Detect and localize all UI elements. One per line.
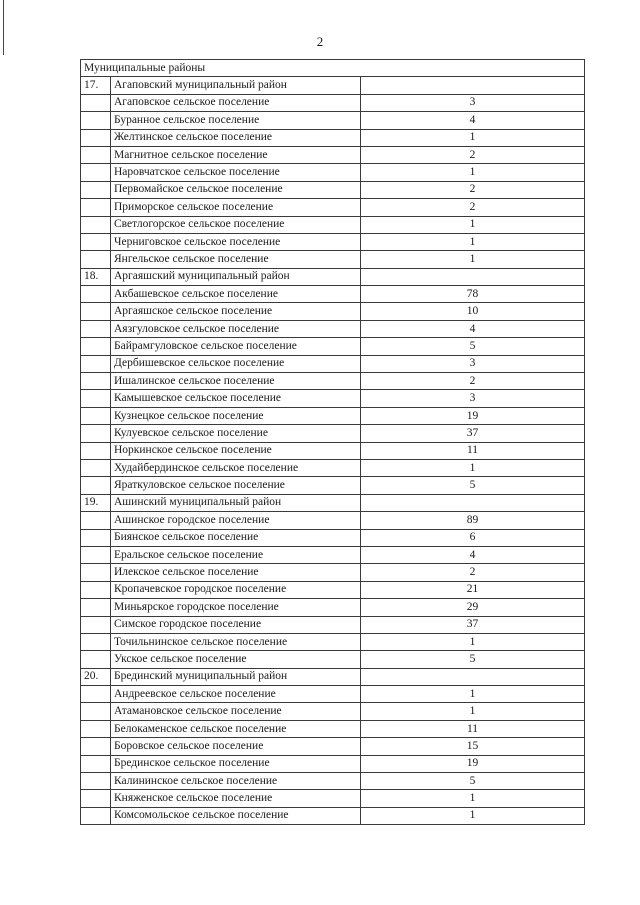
settlement-value: 21 bbox=[361, 581, 585, 598]
settlement-row bbox=[81, 216, 585, 233]
settlement-name: Брединское сельское поселение bbox=[111, 755, 361, 772]
settlement-row bbox=[81, 546, 585, 563]
district-title: Брединский муниципальный район bbox=[111, 668, 361, 685]
settlement-name: Белокаменское сельское поселение bbox=[111, 720, 361, 737]
settlement-number-cell bbox=[81, 755, 111, 772]
settlement-row bbox=[81, 790, 585, 807]
settlement-value: 19 bbox=[361, 755, 585, 772]
settlement-name: Черниговское сельское поселение bbox=[111, 233, 361, 250]
settlement-number-cell bbox=[81, 512, 111, 529]
settlement-row bbox=[81, 425, 585, 442]
district-number: 19. bbox=[81, 494, 111, 511]
settlement-number-cell bbox=[81, 286, 111, 303]
settlement-number-cell bbox=[81, 303, 111, 320]
settlement-row bbox=[81, 407, 585, 424]
district-row bbox=[81, 668, 585, 685]
settlement-value: 3 bbox=[361, 355, 585, 372]
settlement-row bbox=[81, 703, 585, 720]
settlement-row bbox=[81, 146, 585, 163]
settlement-value: 2 bbox=[361, 181, 585, 198]
settlement-number-cell bbox=[81, 703, 111, 720]
settlement-row bbox=[81, 251, 585, 268]
settlement-row bbox=[81, 616, 585, 633]
settlement-name: Укское сельское поселение bbox=[111, 651, 361, 668]
settlement-value: 37 bbox=[361, 616, 585, 633]
settlement-number-cell bbox=[81, 407, 111, 424]
settlement-row bbox=[81, 303, 585, 320]
settlement-row bbox=[81, 738, 585, 755]
settlement-value: 5 bbox=[361, 477, 585, 494]
settlement-row bbox=[81, 720, 585, 737]
settlement-row bbox=[81, 599, 585, 616]
settlement-number-cell bbox=[81, 181, 111, 198]
settlement-number-cell bbox=[81, 599, 111, 616]
settlement-row bbox=[81, 286, 585, 303]
settlement-name: Атамановское сельское поселение bbox=[111, 703, 361, 720]
settlement-value: 1 bbox=[361, 686, 585, 703]
settlement-name: Худайбердинское сельское поселение bbox=[111, 459, 361, 476]
settlement-name: Магнитное сельское поселение bbox=[111, 146, 361, 163]
settlement-value: 10 bbox=[361, 303, 585, 320]
settlement-number-cell bbox=[81, 807, 111, 824]
district-row bbox=[81, 77, 585, 94]
settlement-number-cell bbox=[81, 546, 111, 563]
settlement-value: 1 bbox=[361, 790, 585, 807]
settlement-value: 3 bbox=[361, 94, 585, 111]
settlement-name: Кропачевское городское поселение bbox=[111, 581, 361, 598]
settlement-value: 89 bbox=[361, 512, 585, 529]
settlement-value: 1 bbox=[361, 251, 585, 268]
settlement-name: Точильнинское сельское поселение bbox=[111, 633, 361, 650]
settlement-name: Агаповское сельское поселение bbox=[111, 94, 361, 111]
settlement-name: Ашинское городское поселение bbox=[111, 512, 361, 529]
settlement-number-cell bbox=[81, 651, 111, 668]
settlement-number-cell bbox=[81, 320, 111, 337]
settlement-row bbox=[81, 338, 585, 355]
settlement-row bbox=[81, 512, 585, 529]
settlement-name: Биянское сельское поселение bbox=[111, 529, 361, 546]
settlement-value: 1 bbox=[361, 807, 585, 824]
settlement-name: Кузнецкое сельское поселение bbox=[111, 407, 361, 424]
settlement-number-cell bbox=[81, 146, 111, 163]
settlement-row bbox=[81, 233, 585, 250]
settlement-number-cell bbox=[81, 355, 111, 372]
settlement-name: Калининское сельское поселение bbox=[111, 773, 361, 790]
settlement-name: Илекское сельское поселение bbox=[111, 564, 361, 581]
settlement-name: Ишалинское сельское поселение bbox=[111, 373, 361, 390]
settlement-number-cell bbox=[81, 459, 111, 476]
settlement-name: Еральское сельское поселение bbox=[111, 546, 361, 563]
settlement-name: Боровское сельское поселение bbox=[111, 738, 361, 755]
settlement-row bbox=[81, 181, 585, 198]
district-number: 17. bbox=[81, 77, 111, 94]
settlement-value: 4 bbox=[361, 320, 585, 337]
settlement-value: 1 bbox=[361, 233, 585, 250]
settlement-name: Симское городское поселение bbox=[111, 616, 361, 633]
settlement-row bbox=[81, 112, 585, 129]
settlement-row bbox=[81, 129, 585, 146]
settlement-number-cell bbox=[81, 720, 111, 737]
settlement-value: 1 bbox=[361, 129, 585, 146]
table-body bbox=[81, 60, 585, 825]
settlement-row bbox=[81, 755, 585, 772]
settlement-row bbox=[81, 164, 585, 181]
settlement-number-cell bbox=[81, 251, 111, 268]
settlement-number-cell bbox=[81, 442, 111, 459]
settlement-value: 5 bbox=[361, 651, 585, 668]
settlement-name: Камышевское сельское поселение bbox=[111, 390, 361, 407]
settlement-name: Яраткуловское сельское поселение bbox=[111, 477, 361, 494]
settlement-name: Первомайское сельское поселение bbox=[111, 181, 361, 198]
settlement-name: Янгельское сельское поселение bbox=[111, 251, 361, 268]
settlement-name: Норкинское сельское поселение bbox=[111, 442, 361, 459]
district-value-cell bbox=[361, 494, 585, 511]
district-title: Аргаяшский муниципальный район bbox=[111, 268, 361, 285]
district-row bbox=[81, 494, 585, 511]
district-value-cell bbox=[361, 77, 585, 94]
settlement-number-cell bbox=[81, 338, 111, 355]
district-number: 18. bbox=[81, 268, 111, 285]
district-value-cell bbox=[361, 268, 585, 285]
settlement-row bbox=[81, 686, 585, 703]
settlement-row bbox=[81, 477, 585, 494]
settlement-name: Акбашевское сельское поселение bbox=[111, 286, 361, 303]
settlement-row bbox=[81, 390, 585, 407]
district-value-cell bbox=[361, 668, 585, 685]
settlement-value: 1 bbox=[361, 633, 585, 650]
settlement-name: Наровчатское сельское поселение bbox=[111, 164, 361, 181]
settlement-number-cell bbox=[81, 425, 111, 442]
settlement-value: 11 bbox=[361, 720, 585, 737]
settlement-value: 78 bbox=[361, 286, 585, 303]
settlement-name: Андреевское сельское поселение bbox=[111, 686, 361, 703]
settlement-value: 6 bbox=[361, 529, 585, 546]
settlement-row bbox=[81, 773, 585, 790]
settlement-number-cell bbox=[81, 233, 111, 250]
settlement-value: 11 bbox=[361, 442, 585, 459]
page-number: 2 bbox=[316, 34, 324, 49]
settlement-value: 1 bbox=[361, 216, 585, 233]
settlement-value: 2 bbox=[361, 199, 585, 216]
settlement-number-cell bbox=[81, 477, 111, 494]
settlement-row bbox=[81, 564, 585, 581]
settlement-value: 5 bbox=[361, 338, 585, 355]
settlement-number-cell bbox=[81, 94, 111, 111]
settlement-name: Светлогорское сельское поселение bbox=[111, 216, 361, 233]
table-header-row bbox=[81, 60, 585, 77]
settlement-value: 1 bbox=[361, 164, 585, 181]
settlement-row bbox=[81, 651, 585, 668]
settlement-number-cell bbox=[81, 199, 111, 216]
settlement-name: Приморское сельское поселение bbox=[111, 199, 361, 216]
settlement-number-cell bbox=[81, 616, 111, 633]
settlement-number-cell bbox=[81, 773, 111, 790]
settlement-row bbox=[81, 94, 585, 111]
settlement-value: 37 bbox=[361, 425, 585, 442]
settlement-value: 3 bbox=[361, 390, 585, 407]
settlement-number-cell bbox=[81, 373, 111, 390]
settlement-value: 5 bbox=[361, 773, 585, 790]
settlement-number-cell bbox=[81, 129, 111, 146]
settlement-number-cell bbox=[81, 686, 111, 703]
settlement-value: 4 bbox=[361, 112, 585, 129]
municipal-districts-table bbox=[80, 59, 585, 825]
settlement-row bbox=[81, 373, 585, 390]
district-title: Агаповский муниципальный район bbox=[111, 77, 361, 94]
settlement-name: Буранное сельское поселение bbox=[111, 112, 361, 129]
settlement-row bbox=[81, 633, 585, 650]
settlement-value: 29 bbox=[361, 599, 585, 616]
settlement-name: Княженское сельское поселение bbox=[111, 790, 361, 807]
settlement-number-cell bbox=[81, 738, 111, 755]
settlement-value: 1 bbox=[361, 459, 585, 476]
settlement-number-cell bbox=[81, 216, 111, 233]
settlement-value: 1 bbox=[361, 703, 585, 720]
settlement-row bbox=[81, 199, 585, 216]
district-title: Ашинский муниципальный район bbox=[111, 494, 361, 511]
settlement-row bbox=[81, 459, 585, 476]
settlement-name: Кулуевское сельское поселение bbox=[111, 425, 361, 442]
settlement-name: Комсомольское сельское поселение bbox=[111, 807, 361, 824]
settlement-value: 15 bbox=[361, 738, 585, 755]
settlement-number-cell bbox=[81, 390, 111, 407]
settlement-number-cell bbox=[81, 564, 111, 581]
table-header: Муниципальные районы bbox=[81, 60, 585, 77]
settlement-row bbox=[81, 320, 585, 337]
district-row bbox=[81, 268, 585, 285]
settlement-row bbox=[81, 442, 585, 459]
settlement-value: 2 bbox=[361, 146, 585, 163]
settlement-name: Миньярское городское поселение bbox=[111, 599, 361, 616]
settlement-value: 4 bbox=[361, 546, 585, 563]
settlement-name: Байрамгуловское сельское поселение bbox=[111, 338, 361, 355]
settlement-name: Аязгуловское сельское поселение bbox=[111, 320, 361, 337]
settlement-number-cell bbox=[81, 581, 111, 598]
settlement-value: 19 bbox=[361, 407, 585, 424]
settlement-number-cell bbox=[81, 633, 111, 650]
settlement-number-cell bbox=[81, 790, 111, 807]
settlement-value: 2 bbox=[361, 564, 585, 581]
settlement-row bbox=[81, 355, 585, 372]
district-number: 20. bbox=[81, 668, 111, 685]
settlement-value: 2 bbox=[361, 373, 585, 390]
settlement-name: Аргаяшское сельское поселение bbox=[111, 303, 361, 320]
settlement-name: Дербишевское сельское поселение bbox=[111, 355, 361, 372]
settlement-number-cell bbox=[81, 112, 111, 129]
settlement-row bbox=[81, 529, 585, 546]
settlement-name: Желтинское сельское поселение bbox=[111, 129, 361, 146]
settlement-number-cell bbox=[81, 529, 111, 546]
settlement-row bbox=[81, 807, 585, 824]
settlement-row bbox=[81, 581, 585, 598]
settlement-number-cell bbox=[81, 164, 111, 181]
